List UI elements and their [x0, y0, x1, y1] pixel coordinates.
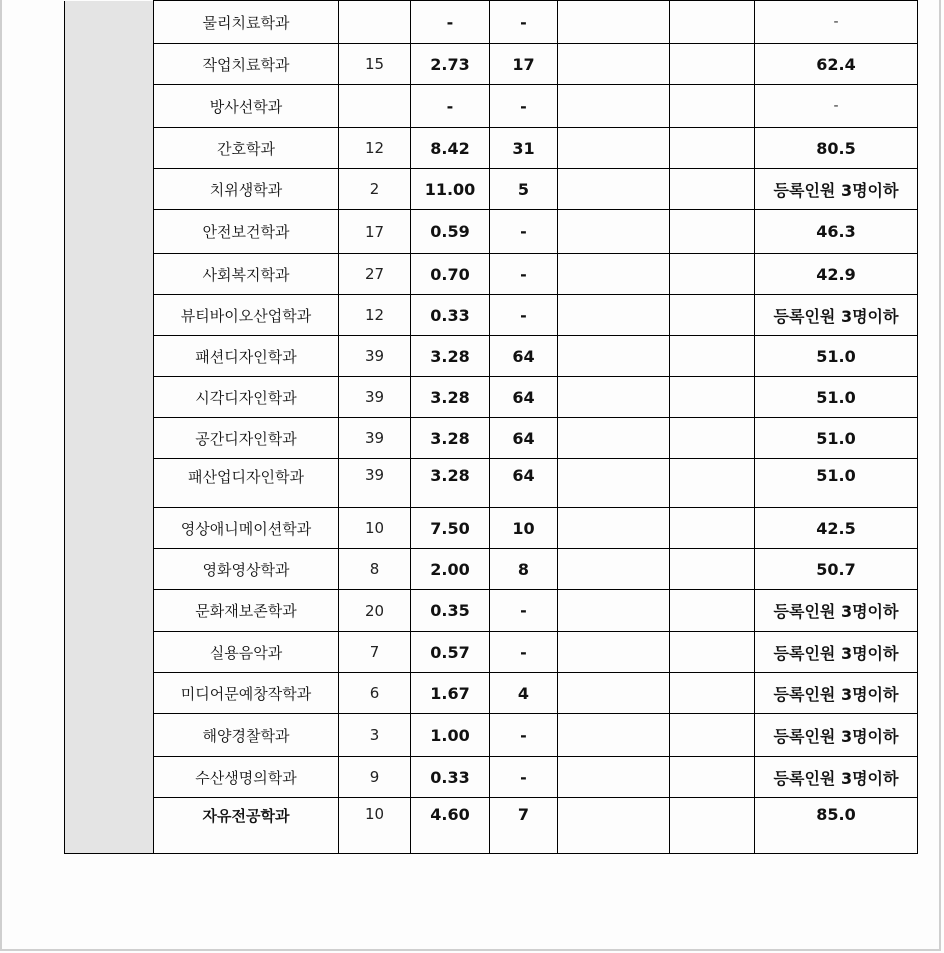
employment-rate: 등록인원 3명이하	[755, 673, 918, 714]
empty-cell	[670, 128, 755, 169]
employment-rate: 51.0	[755, 377, 918, 418]
empty-cell	[558, 128, 670, 169]
quota: 27	[339, 254, 411, 295]
quota: 15	[339, 44, 411, 85]
quota: 20	[339, 590, 411, 632]
quota: 10	[339, 508, 411, 549]
table-row	[65, 798, 918, 854]
applicants: -	[490, 85, 558, 128]
applicants: 64	[490, 418, 558, 459]
empty-cell	[670, 418, 755, 459]
table-row	[65, 673, 918, 714]
quota: 12	[339, 128, 411, 169]
department-name: 문화재보존학과	[154, 590, 339, 632]
quota: 17	[339, 210, 411, 254]
empty-cell	[670, 254, 755, 295]
applicants: -	[490, 1, 558, 44]
empty-cell	[670, 459, 755, 508]
applicants: 8	[490, 549, 558, 590]
employment-rate: -	[755, 85, 918, 128]
applicants: 64	[490, 459, 558, 508]
applicants: 5	[490, 169, 558, 210]
competition-rate: 8.42	[411, 128, 490, 169]
empty-cell	[670, 508, 755, 549]
competition-rate: 3.28	[411, 459, 490, 508]
empty-cell	[558, 714, 670, 757]
empty-cell	[670, 549, 755, 590]
department-name: 물리치료학과	[154, 1, 339, 44]
applicants: 64	[490, 377, 558, 418]
empty-cell	[558, 590, 670, 632]
employment-rate: 등록인원 3명이하	[755, 590, 918, 632]
competition-rate: 1.00	[411, 714, 490, 757]
department-name: 실용음악과	[154, 632, 339, 673]
competition-rate: -	[411, 85, 490, 128]
table-row	[65, 549, 918, 590]
applicants: 7	[490, 798, 558, 854]
empty-cell	[670, 377, 755, 418]
applicants: 31	[490, 128, 558, 169]
department-name: 해양경찰학과	[154, 714, 339, 757]
quota: 39	[339, 377, 411, 418]
table-row	[65, 714, 918, 757]
applicants: -	[490, 714, 558, 757]
department-name: 안전보건학과	[154, 210, 339, 254]
competition-rate: 0.70	[411, 254, 490, 295]
empty-cell	[558, 418, 670, 459]
empty-cell	[558, 1, 670, 44]
employment-rate: 등록인원 3명이하	[755, 714, 918, 757]
competition-rate: 0.33	[411, 757, 490, 798]
table-row	[65, 336, 918, 377]
table-row	[65, 757, 918, 798]
table-row	[65, 44, 918, 85]
employment-rate: 등록인원 3명이하	[755, 757, 918, 798]
empty-cell	[670, 1, 755, 44]
quota: 39	[339, 336, 411, 377]
empty-cell	[670, 336, 755, 377]
empty-cell	[558, 549, 670, 590]
applicants: -	[490, 295, 558, 336]
quota: 39	[339, 418, 411, 459]
department-name: 영화영상학과	[154, 549, 339, 590]
quota: 12	[339, 295, 411, 336]
employment-rate: 42.5	[755, 508, 918, 549]
empty-cell	[558, 377, 670, 418]
applicants: -	[490, 632, 558, 673]
employment-rate: 42.9	[755, 254, 918, 295]
quota: 7	[339, 632, 411, 673]
table-row	[65, 459, 918, 508]
department-name: 작업치료학과	[154, 44, 339, 85]
table-row	[65, 418, 918, 459]
table-row	[65, 295, 918, 336]
department-table-wrapper	[64, 0, 918, 854]
empty-cell	[670, 85, 755, 128]
employment-rate: 80.5	[755, 128, 918, 169]
department-name: 수산생명의학과	[154, 757, 339, 798]
empty-cell	[558, 798, 670, 854]
empty-cell	[558, 210, 670, 254]
empty-cell	[558, 673, 670, 714]
empty-cell	[670, 673, 755, 714]
competition-rate: -	[411, 1, 490, 44]
employment-rate: 51.0	[755, 418, 918, 459]
department-name: 방사선학과	[154, 85, 339, 128]
empty-cell	[670, 798, 755, 854]
empty-cell	[558, 295, 670, 336]
applicants: 10	[490, 508, 558, 549]
competition-rate: 0.35	[411, 590, 490, 632]
competition-rate: 7.50	[411, 508, 490, 549]
table-row	[65, 508, 918, 549]
department-name: 사회복지학과	[154, 254, 339, 295]
empty-cell	[670, 590, 755, 632]
empty-cell	[558, 85, 670, 128]
applicants: 4	[490, 673, 558, 714]
employment-rate: 51.0	[755, 336, 918, 377]
quota: 8	[339, 549, 411, 590]
applicants: -	[490, 590, 558, 632]
applicants: -	[490, 254, 558, 295]
department-name: 간호학과	[154, 128, 339, 169]
employment-rate: 51.0	[755, 459, 918, 508]
applicants: 64	[490, 336, 558, 377]
competition-rate: 4.60	[411, 798, 490, 854]
department-name: 공간디자인학과	[154, 418, 339, 459]
competition-rate: 0.59	[411, 210, 490, 254]
empty-cell	[670, 714, 755, 757]
department-name: 자유전공학과	[154, 798, 339, 854]
department-stats-table	[64, 0, 918, 854]
employment-rate: 등록인원 3명이하	[755, 295, 918, 336]
competition-rate: 3.28	[411, 418, 490, 459]
competition-rate: 3.28	[411, 377, 490, 418]
empty-cell	[558, 757, 670, 798]
table-row	[65, 85, 918, 128]
group-cell	[65, 1, 154, 854]
employment-rate: 85.0	[755, 798, 918, 854]
empty-cell	[558, 169, 670, 210]
applicants: 17	[490, 44, 558, 85]
applicants: -	[490, 210, 558, 254]
quota: 3	[339, 714, 411, 757]
empty-cell	[670, 632, 755, 673]
quota: 10	[339, 798, 411, 854]
empty-cell	[558, 508, 670, 549]
employment-rate: 등록인원 3명이하	[755, 632, 918, 673]
quota	[339, 85, 411, 128]
table-row	[65, 254, 918, 295]
quota: 9	[339, 757, 411, 798]
empty-cell	[558, 459, 670, 508]
table-row	[65, 632, 918, 673]
table-row	[65, 210, 918, 254]
table-row	[65, 169, 918, 210]
empty-cell	[558, 336, 670, 377]
empty-cell	[670, 757, 755, 798]
competition-rate: 1.67	[411, 673, 490, 714]
employment-rate: 50.7	[755, 549, 918, 590]
quota: 39	[339, 459, 411, 508]
quota: 6	[339, 673, 411, 714]
empty-cell	[670, 44, 755, 85]
competition-rate: 3.28	[411, 336, 490, 377]
table-row	[65, 377, 918, 418]
employment-rate: 46.3	[755, 210, 918, 254]
empty-cell	[670, 295, 755, 336]
competition-rate: 11.00	[411, 169, 490, 210]
department-name: 영상애니메이션학과	[154, 508, 339, 549]
quota	[339, 1, 411, 44]
department-name: 치위생학과	[154, 169, 339, 210]
table-row	[65, 1, 918, 44]
employment-rate: 62.4	[755, 44, 918, 85]
department-name: 미디어문예창작학과	[154, 673, 339, 714]
employment-rate: 등록인원 3명이하	[755, 169, 918, 210]
empty-cell	[558, 254, 670, 295]
department-name: 패션디자인학과	[154, 336, 339, 377]
competition-rate: 0.57	[411, 632, 490, 673]
competition-rate: 2.00	[411, 549, 490, 590]
table-row	[65, 590, 918, 632]
competition-rate: 2.73	[411, 44, 490, 85]
competition-rate: 0.33	[411, 295, 490, 336]
quota: 2	[339, 169, 411, 210]
department-name: 뷰티바이오산업학과	[154, 295, 339, 336]
empty-cell	[670, 210, 755, 254]
empty-cell	[670, 169, 755, 210]
table-row	[65, 128, 918, 169]
empty-cell	[558, 632, 670, 673]
applicants: -	[490, 757, 558, 798]
employment-rate: -	[755, 1, 918, 44]
department-name: 패산업디자인학과	[154, 459, 339, 508]
empty-cell	[558, 44, 670, 85]
department-name: 시각디자인학과	[154, 377, 339, 418]
